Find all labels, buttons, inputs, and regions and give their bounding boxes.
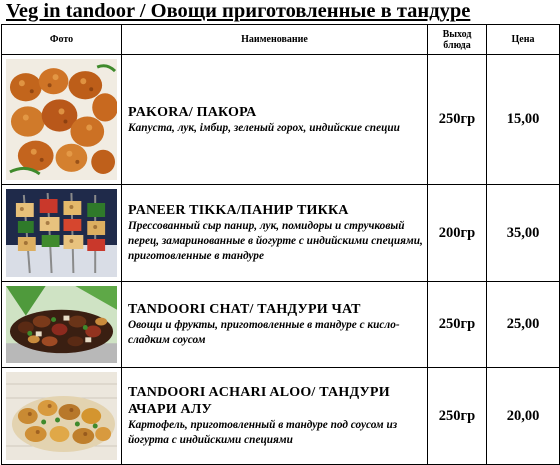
table-row — [2, 282, 560, 368]
dish-photo-cell — [2, 368, 122, 465]
table-row — [2, 55, 560, 185]
page-title: Veg in tandoor / Овощи приготовленные в тандуре — [6, 0, 471, 22]
dish-photo-cell — [2, 185, 122, 282]
dish-title: PANEER TIKKA/ПАНИР ТИККА — [128, 203, 349, 218]
dish-title: TANDOORI ACHARI ALOO/ ТАНДУРИ АЧАРИ АЛУ — [128, 385, 390, 417]
header-row — [2, 25, 560, 55]
table-row — [2, 185, 560, 282]
dish-title: TANDOORI CHAT/ ТАНДУРИ ЧАТ — [128, 302, 361, 317]
dish-price: 35,00 — [487, 185, 560, 282]
dish-price: 25,00 — [487, 282, 560, 368]
header-name: Наименование — [122, 25, 428, 55]
header-output-line1: Выход — [442, 28, 472, 40]
header-output — [428, 25, 487, 55]
dish-photo-cell — [2, 55, 122, 185]
table-row — [2, 368, 560, 465]
dish-photo-cell — [2, 282, 122, 368]
dish-name-cell — [122, 185, 428, 282]
dish-weight: 200гр — [428, 185, 487, 282]
dish-title: PAKORA/ ПАКОРА — [128, 104, 257, 120]
dish-weight: 250гр — [428, 55, 487, 185]
dish-price: 15,00 — [487, 55, 560, 185]
paneer-skewers-photo — [6, 189, 117, 277]
dish-weight: 250гр — [428, 368, 487, 465]
dish-description: Овощи и фрукты, приготовленные в тандуре с кисло-сладким соусом — [128, 319, 400, 346]
dish-price: 20,00 — [487, 368, 560, 465]
vegetable-chat-photo — [6, 286, 117, 363]
header-price: Цена — [487, 25, 560, 55]
dish-name-cell — [122, 368, 428, 465]
spiced-potatoes-photo — [6, 372, 117, 460]
header-photo: Фото — [2, 25, 122, 55]
dish-description: Капуста, лук, імбир, зеленый горох, индийские специи — [128, 121, 400, 134]
menu-table — [1, 24, 560, 465]
dish-name-cell — [122, 282, 428, 368]
header-output-line2: блюда — [443, 39, 471, 51]
dish-description: Картофель, приготовленный в тандуре под соусом из йогурта с индийскими специями — [128, 419, 398, 446]
dish-weight: 250гр — [428, 282, 487, 368]
dish-name-cell — [122, 55, 428, 185]
fried-pakora-photo — [6, 59, 117, 180]
dish-description: Прессованный сыр панир, лук, помидоры и стручковый перец, замаринованные в йогурте с индийскими специями, приготовленные в тандуре — [128, 220, 423, 262]
